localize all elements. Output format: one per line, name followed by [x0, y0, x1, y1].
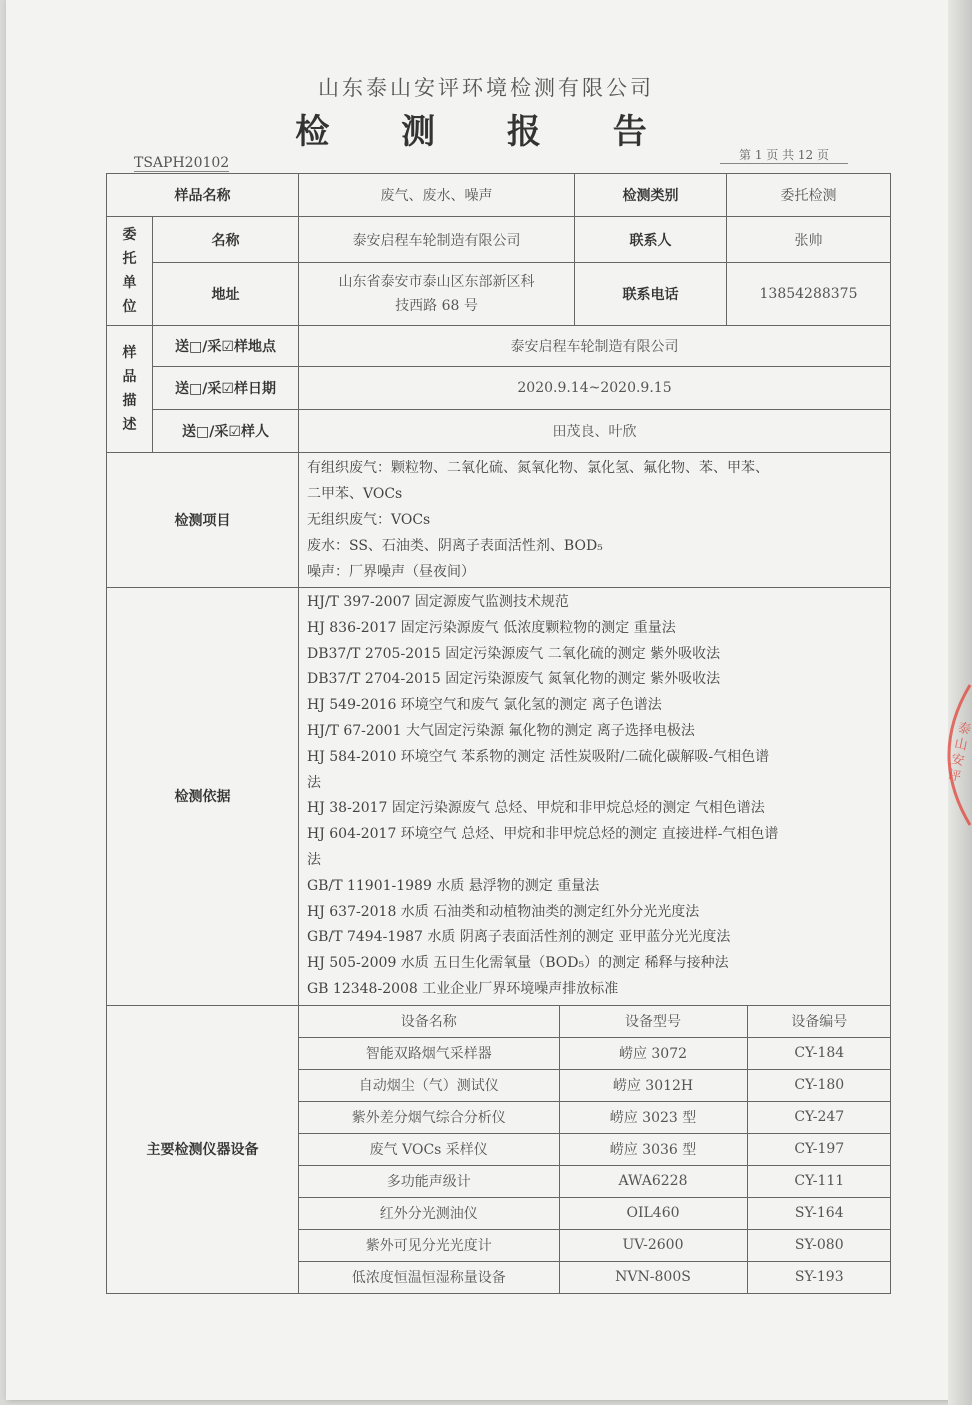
- equipment-model: 崂应 3012H: [559, 1069, 747, 1101]
- basis-row: [107, 588, 891, 1006]
- sample-value: 废气、废水、噪声: [299, 174, 575, 217]
- sample-date-row: [107, 367, 891, 410]
- equipment-row: [107, 1005, 891, 1293]
- contact-label: 联系人: [575, 217, 727, 263]
- equipment-name: 自动烟尘（气）测试仪: [299, 1069, 559, 1101]
- basis-line: HJ 38-2017 固定污染源废气 总烃、甲烷和非甲烷总烃的测定 气相色谱法: [307, 800, 765, 817]
- equipment-model: 崂应 3036 型: [559, 1133, 747, 1165]
- items-line: 无组织废气：VOCs: [307, 512, 431, 528]
- sample-place-label: 送□/采☑样地点: [153, 326, 299, 367]
- sample-desc-group-label: 样 品 描 述: [107, 326, 153, 453]
- report-title: 检 测 报 告: [295, 112, 677, 152]
- client-name: 泰安启程车轮制造有限公司: [299, 217, 575, 263]
- sample-row: [107, 174, 891, 217]
- equipment-id: CY-180: [747, 1069, 891, 1101]
- svg-text:泰山安评: 泰山安评: [946, 720, 972, 785]
- basis-line: HJ 836-2017 固定污染源废气 低浓度颗粒物的测定 重量法: [307, 619, 676, 636]
- basis-label: 检测依据: [107, 588, 299, 1006]
- equipment-model: OIL460: [559, 1197, 747, 1229]
- basis-line: HJ 637-2018 水质 石油类和动植物油类的测定红外分光光度法: [307, 903, 700, 920]
- equipment-name: 废气 VOCs 采样仪: [299, 1133, 559, 1165]
- address-label: 地址: [153, 263, 299, 326]
- equipment-name: 多功能声级计: [299, 1165, 559, 1197]
- client-group-label: 委 托 单 位: [107, 217, 153, 326]
- basis-line: 法: [307, 851, 321, 868]
- basis-line: HJ/T 67-2001 大气固定污染源 氟化物的测定 离子选择电极法: [307, 722, 695, 739]
- equipment-name: 紫外可见分光光度计: [299, 1229, 559, 1261]
- basis-content: [299, 588, 891, 1006]
- basis-line: HJ 549-2016 环境空气和废气 氯化氢的测定 离子色谱法: [307, 697, 662, 714]
- table-row: [299, 1069, 891, 1101]
- sample-person-row: [107, 410, 891, 453]
- basis-line: HJ 604-2017 环境空气 总烃、甲烷和非甲烷总烃的测定 直接进样-气相色谱: [307, 826, 779, 843]
- table-row: [299, 1165, 891, 1197]
- category-label: 检测类别: [575, 174, 727, 217]
- phone-label: 联系电话: [575, 263, 727, 326]
- equipment-header: 设备名称: [299, 1006, 559, 1038]
- equipment-model: 崂应 3023 型: [559, 1101, 747, 1133]
- items-label: 检测项目: [107, 453, 299, 588]
- equipment-name: 紫外差分烟气综合分析仪: [299, 1101, 559, 1133]
- equipment-name: 红外分光测油仪: [299, 1197, 559, 1229]
- table-row: [299, 1037, 891, 1069]
- address-line-1: 山东省泰安市泰山区东部新区科: [338, 274, 535, 290]
- equipment-table: [299, 1006, 891, 1293]
- equipment-id: CY-111: [747, 1165, 891, 1197]
- equipment-id: SY-164: [747, 1197, 891, 1229]
- items-row: [107, 453, 891, 588]
- document-number: TSAPH20102: [134, 155, 230, 171]
- client-address-row: [107, 263, 891, 326]
- basis-line: GB 12348-2008 工业企业厂界环境噪声排放标准: [307, 980, 619, 997]
- table-row: [299, 1261, 891, 1293]
- contact-value: 张帅: [727, 217, 891, 263]
- equipment-id: CY-184: [747, 1037, 891, 1069]
- sample-place-value: 泰安启程车轮制造有限公司: [299, 326, 891, 367]
- equipment-label: 主要检测仪器设备: [107, 1005, 299, 1293]
- equipment-name: 低浓度恒温恒湿称量设备: [299, 1261, 559, 1293]
- equipment-id: SY-080: [747, 1229, 891, 1261]
- client-name-label: 名称: [153, 217, 299, 263]
- sample-person-label: 送□/采☑样人: [153, 410, 299, 453]
- table-row: [299, 1197, 891, 1229]
- items-line: 废水：SS、石油类、阴离子表面活性剂、BOD₅: [307, 538, 603, 554]
- equipment-model: 崂应 3072: [559, 1037, 747, 1069]
- table-row: [299, 1101, 891, 1133]
- items-line: 二甲苯、VOCs: [307, 486, 403, 502]
- basis-line: 法: [307, 774, 321, 791]
- page-info: 第 1 页 共 12 页: [720, 146, 848, 164]
- basis-line: DB37/T 2705-2015 固定污染源废气 二氧化硫的测定 紫外吸收法: [307, 645, 721, 662]
- equipment-model: UV-2600: [559, 1229, 747, 1261]
- phone-value: 13854288375: [727, 263, 891, 326]
- category-value: 委托检测: [727, 174, 891, 217]
- items-line: 噪声：厂界噪声（昼夜间）: [307, 564, 475, 580]
- basis-line: HJ/T 397-2007 固定源废气监测技术规范: [307, 594, 569, 610]
- equipment-header-row: [299, 1006, 891, 1038]
- table-row: [299, 1133, 891, 1165]
- client-name-row: [107, 217, 891, 263]
- equipment-cell: [299, 1005, 891, 1293]
- equipment-header: 设备编号: [747, 1006, 891, 1038]
- items-content: [299, 453, 891, 588]
- sample-date-label: 送□/采☑样日期: [153, 367, 299, 410]
- basis-line: GB/T 11901-1989 水质 悬浮物的测定 重量法: [307, 877, 600, 894]
- equipment-id: SY-193: [747, 1261, 891, 1293]
- sample-person-value: 田茂良、叶欣: [299, 410, 891, 453]
- report-table: [106, 173, 891, 1294]
- basis-line: HJ 584-2010 环境空气 苯系物的测定 活性炭吸附/二硫化碳解吸-气相色谱: [307, 748, 770, 765]
- equipment-id: CY-197: [747, 1133, 891, 1165]
- sample-label: 样品名称: [107, 174, 299, 217]
- equipment-name: 智能双路烟气采样器: [299, 1037, 559, 1069]
- equipment-id: CY-247: [747, 1101, 891, 1133]
- company-name: 山东泰山安评环境检测有限公司: [318, 76, 654, 100]
- address-value: [299, 263, 575, 326]
- basis-line: GB/T 7494-1987 水质 阴离子表面活性剂的测定 亚甲蓝分光光度法: [307, 929, 731, 946]
- address-line-2: 技西路 68 号: [395, 298, 478, 314]
- equipment-model: NVN-800S: [559, 1261, 747, 1293]
- basis-line: DB37/T 2704-2015 固定污染源废气 氮氧化物的测定 紫外吸收法: [307, 671, 721, 688]
- sample-date-value: 2020.9.14~2020.9.15: [299, 367, 891, 410]
- equipment-header: 设备型号: [559, 1006, 747, 1038]
- seal-stamp: [918, 680, 972, 830]
- equipment-model: AWA6228: [559, 1165, 747, 1197]
- table-row: [299, 1229, 891, 1261]
- basis-line: HJ 505-2009 水质 五日生化需氧量（BOD₅）的测定 稀释与接种法: [307, 955, 729, 972]
- items-line: 有组织废气：颗粒物、二氧化硫、氮氧化物、氯化氢、氟化物、苯、甲苯、: [307, 460, 769, 476]
- sample-place-row: [107, 326, 891, 367]
